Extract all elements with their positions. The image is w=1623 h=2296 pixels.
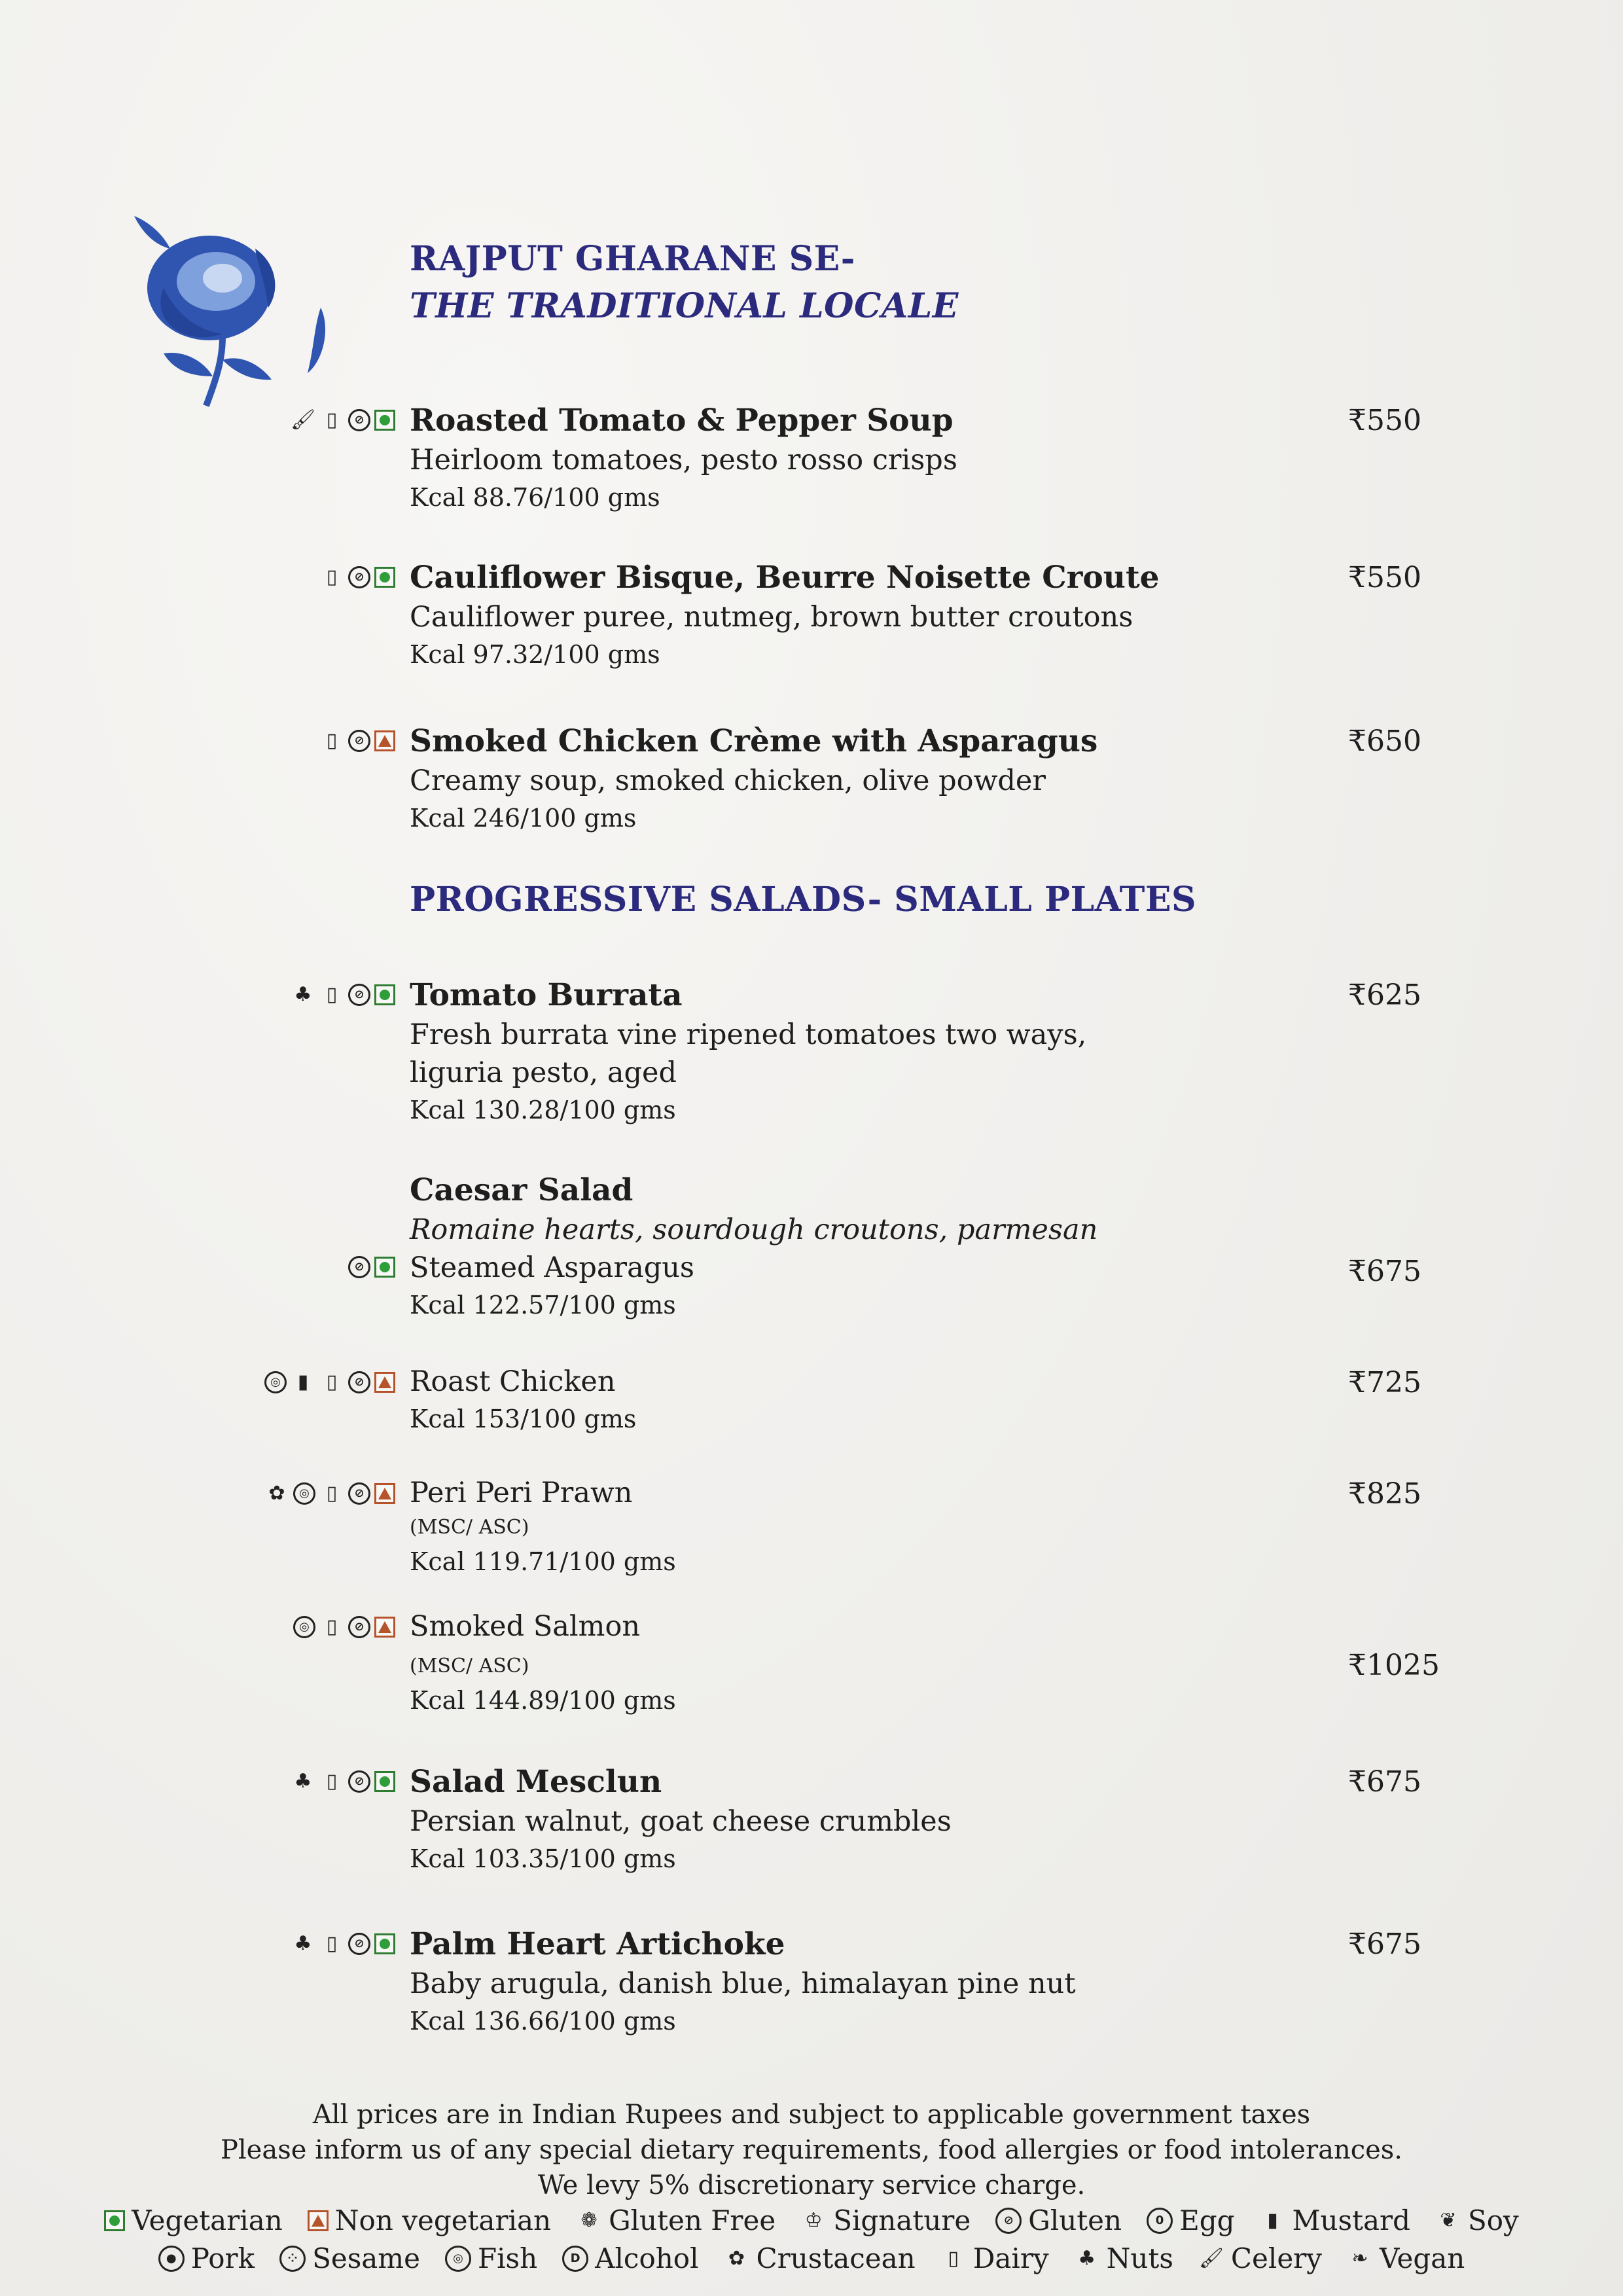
menu-item — [354, 1170, 1522, 1323]
dairy-icon: ▯ — [326, 1770, 338, 1793]
item-variant: Steamed Asparagus — [410, 1251, 694, 1284]
legend-egg: 0 Egg — [1147, 2203, 1234, 2238]
nuts-icon: ♣ — [294, 1932, 312, 1955]
item-description: Baby arugula, danish blue, himalayan pine nut — [410, 1967, 1076, 2000]
legend-non-vegetarian: Non vegetarian — [308, 2203, 551, 2238]
mustard-icon: ▮ — [297, 1371, 309, 1393]
item-name: Cauliflower Bisque, Beurre Noisette Croute — [410, 560, 1160, 596]
item-name: Smoked Salmon — [410, 1610, 641, 1643]
item-kcal: Kcal 103.35/100 gms — [410, 1844, 676, 1873]
dairy-icon: ▯ — [326, 408, 338, 431]
gluten-icon: ⊘ — [348, 1933, 370, 1955]
item-certification: (MSC/ ASC) — [410, 1655, 529, 1677]
dairy-icon: ▯ — [326, 1482, 338, 1505]
legend-mustard: ▮ Mustard — [1260, 2203, 1411, 2238]
gluten-icon: ⊘ — [348, 1256, 370, 1278]
gluten-icon: ⊘ — [348, 1770, 370, 1793]
legend-row-2 — [0, 2241, 1623, 2276]
item-price: ₹675 — [1348, 1928, 1421, 1961]
dairy-icon: ▯ — [326, 983, 338, 1006]
dairy-icon: ▯ — [948, 2247, 959, 2270]
item-kcal: Kcal 88.76/100 gms — [410, 483, 660, 512]
gluten-free-icon: ❁ — [580, 2209, 597, 2232]
vegetarian-icon — [374, 1771, 395, 1792]
vegetarian-icon — [374, 1257, 395, 1278]
legend-fish: ◎ Fish — [445, 2241, 537, 2276]
item-price: ₹1025 — [1348, 1649, 1440, 1682]
legend-nuts: ♣ Nuts — [1074, 2241, 1173, 2276]
soy-icon: ❦ — [1440, 2209, 1457, 2232]
gluten-icon: ⊘ — [348, 730, 370, 752]
nuts-icon: ♣ — [294, 1770, 312, 1793]
item-kcal: Kcal 144.89/100 gms — [410, 1686, 676, 1715]
dairy-icon: ▯ — [326, 565, 338, 588]
item-description: Heirloom tomatoes, pesto rosso crisps — [410, 444, 957, 476]
section-heading-traditional: RAJPUT GHARANE SE- THE TRADITIONAL LOCALE — [410, 239, 959, 326]
gluten-icon: ⊘ — [348, 566, 370, 588]
item-price: ₹650 — [1348, 725, 1421, 758]
crustacean-icon: ✿ — [268, 1482, 285, 1505]
celery-icon: 🖌 — [290, 408, 316, 431]
legend-crustacean: ✿ Crustacean — [724, 2241, 916, 2276]
item-kcal: Kcal 136.66/100 gms — [410, 2007, 676, 2036]
dairy-icon: ▯ — [326, 1615, 338, 1638]
item-price: ₹550 — [1348, 404, 1421, 437]
legend-row-1 — [0, 2203, 1623, 2238]
item-name: Palm Heart Artichoke — [410, 1926, 785, 1962]
fish-icon: ◎ — [445, 2246, 471, 2272]
blue-flower-illustration — [124, 209, 340, 419]
gluten-icon: ⊘ — [348, 984, 370, 1006]
legend-pork: ● Pork — [158, 2241, 255, 2276]
signature-icon: ♔ — [804, 2209, 823, 2232]
vegetarian-icon — [374, 984, 395, 1005]
dietary-note: Please inform us of any special dietary requirements, food allergies or food intolerances. — [220, 2135, 1403, 2165]
pork-icon: ● — [158, 2246, 185, 2272]
non-vegetarian-icon — [374, 1372, 395, 1393]
fish-icon: ◎ — [293, 1616, 315, 1638]
item-description-2: liguria pesto, aged — [410, 1056, 677, 1089]
gluten-icon: ⊘ — [348, 1616, 370, 1638]
non-vegetarian-icon — [374, 1483, 395, 1504]
sesame-icon: ⁘ — [279, 2246, 306, 2272]
gluten-icon: ⊘ — [348, 409, 370, 431]
item-name: Roast Chicken — [410, 1365, 616, 1398]
non-vegetarian-icon — [308, 2210, 329, 2231]
vegetarian-icon — [104, 2210, 125, 2231]
item-name: Salad Mesclun — [410, 1764, 662, 1800]
item-price: ₹825 — [1348, 1477, 1421, 1511]
item-kcal: Kcal 122.57/100 gms — [410, 1291, 676, 1319]
gluten-icon: ⊘ — [348, 1482, 370, 1505]
item-description: Romaine hearts, sourdough croutons, parmesan — [410, 1213, 1098, 1246]
vegan-icon: ❧ — [1351, 2247, 1368, 2270]
crustacean-icon: ✿ — [728, 2247, 745, 2270]
legend-gluten: ⊘ Gluten — [995, 2203, 1122, 2238]
item-kcal: Kcal 246/100 gms — [410, 804, 637, 833]
item-kcal: Kcal 153/100 gms — [410, 1405, 637, 1433]
vegetarian-icon — [374, 410, 395, 431]
dairy-icon: ▯ — [326, 729, 338, 752]
dairy-icon: ▯ — [326, 1932, 338, 1955]
gluten-icon: ⊘ — [995, 2208, 1022, 2234]
item-name: Smoked Chicken Crème with Asparagus — [410, 723, 1098, 759]
item-price: ₹625 — [1348, 978, 1421, 1012]
item-name: Roasted Tomato & Pepper Soup — [410, 403, 954, 439]
service-charge-note: We levy 5% discretionary service charge. — [537, 2170, 1086, 2200]
vegetarian-icon — [374, 567, 395, 588]
item-description: Creamy soup, smoked chicken, olive powder — [410, 764, 1046, 797]
item-price: ₹675 — [1348, 1255, 1421, 1288]
non-vegetarian-icon — [374, 1617, 395, 1638]
dairy-icon: ▯ — [326, 1371, 338, 1393]
item-price: ₹725 — [1348, 1366, 1421, 1399]
legend-celery: 🖌 Celery — [1198, 2242, 1322, 2274]
fish-icon: ◎ — [293, 1482, 315, 1505]
section-heading-salads: PROGRESSIVE SALADS- SMALL PLATES — [410, 880, 1197, 920]
legend-signature: ♔ Signature — [800, 2203, 971, 2238]
item-price: ₹550 — [1348, 561, 1421, 594]
item-kcal: Kcal 119.71/100 gms — [410, 1547, 676, 1576]
item-name: Tomato Burrata — [410, 977, 683, 1013]
legend-alcohol: D Alcohol — [562, 2241, 698, 2276]
item-description: Cauliflower puree, nutmeg, brown butter croutons — [410, 601, 1133, 634]
item-kcal: Kcal 97.32/100 gms — [410, 640, 660, 669]
tax-note: All prices are in Indian Rupees and subject to applicable government taxes — [312, 2100, 1311, 2130]
item-description: Persian walnut, goat cheese crumbles — [410, 1805, 952, 1838]
legend-soy: ❦ Soy — [1435, 2203, 1519, 2238]
non-vegetarian-icon — [374, 730, 395, 751]
vegetarian-icon — [374, 1933, 395, 1954]
item-description: Fresh burrata vine ripened tomatoes two ways, — [410, 1018, 1087, 1051]
legend-vegan: ❧ Vegan — [1347, 2241, 1465, 2276]
alcohol-icon: D — [562, 2246, 588, 2272]
nuts-icon: ♣ — [294, 983, 312, 1006]
legend-sesame: ⁘ Sesame — [279, 2241, 420, 2276]
egg-icon: 0 — [1147, 2208, 1173, 2234]
celery-icon: 🖌 — [1198, 2247, 1224, 2270]
item-name: Caesar Salad — [410, 1172, 633, 1208]
fish-icon: ◎ — [264, 1371, 287, 1393]
item-name: Peri Peri Prawn — [410, 1477, 633, 1509]
legend-gluten-free: ❁ Gluten Free — [576, 2203, 776, 2238]
legend-vegetarian: Vegetarian — [104, 2203, 283, 2238]
item-price: ₹675 — [1348, 1765, 1421, 1799]
legend-dairy: ▯ Dairy — [940, 2241, 1049, 2276]
item-certification: (MSC/ ASC) — [410, 1516, 529, 1539]
mustard-icon: ▮ — [1267, 2209, 1278, 2232]
item-kcal: Kcal 130.28/100 gms — [410, 1096, 676, 1124]
nuts-icon: ♣ — [1078, 2247, 1096, 2270]
gluten-icon: ⊘ — [348, 1371, 370, 1393]
